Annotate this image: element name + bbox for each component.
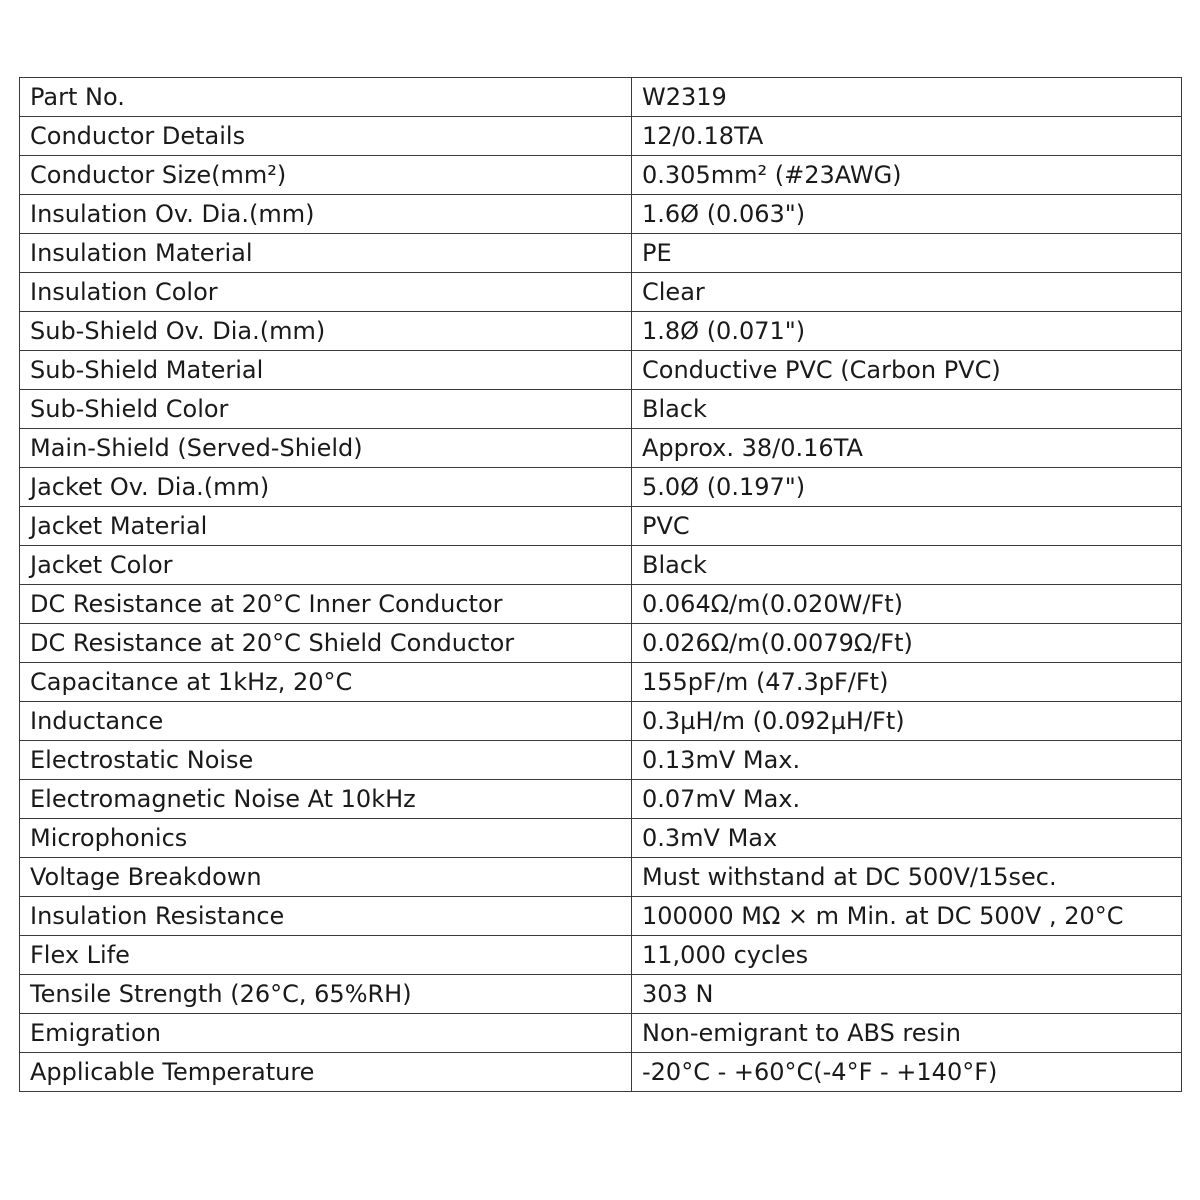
spec-value: Non-emigrant to ABS resin (632, 1014, 1182, 1053)
table-row (20, 858, 1182, 897)
spec-value: Black (632, 390, 1182, 429)
table-row (20, 78, 1182, 117)
spec-label: Applicable Temperature (20, 1053, 632, 1092)
spec-value: 0.13mV Max. (632, 741, 1182, 780)
spec-label: Flex Life (20, 936, 632, 975)
table-row (20, 468, 1182, 507)
spec-label: Conductor Details (20, 117, 632, 156)
spec-label: Electrostatic Noise (20, 741, 632, 780)
spec-table-body (20, 78, 1182, 1092)
table-row (20, 897, 1182, 936)
spec-value: 1.8Ø (0.071") (632, 312, 1182, 351)
table-row (20, 780, 1182, 819)
spec-label: Tensile Strength (26°C, 65%RH) (20, 975, 632, 1014)
spec-value: W2319 (632, 78, 1182, 117)
spec-label: Main-Shield (Served-Shield) (20, 429, 632, 468)
table-row (20, 663, 1182, 702)
spec-label: Jacket Material (20, 507, 632, 546)
spec-table (19, 77, 1182, 1092)
spec-value: 1.6Ø (0.063") (632, 195, 1182, 234)
spec-label: Microphonics (20, 819, 632, 858)
spec-value: Clear (632, 273, 1182, 312)
spec-label: Insulation Material (20, 234, 632, 273)
table-row (20, 546, 1182, 585)
table-row (20, 429, 1182, 468)
table-row (20, 936, 1182, 975)
table-row (20, 819, 1182, 858)
spec-value: 303 N (632, 975, 1182, 1014)
spec-label: Sub-Shield Material (20, 351, 632, 390)
spec-value: 155pF/m (47.3pF/Ft) (632, 663, 1182, 702)
table-row (20, 195, 1182, 234)
table-row (20, 624, 1182, 663)
table-row (20, 507, 1182, 546)
spec-value: PE (632, 234, 1182, 273)
spec-label: Sub-Shield Color (20, 390, 632, 429)
spec-value: 0.305mm² (#23AWG) (632, 156, 1182, 195)
spec-value: PVC (632, 507, 1182, 546)
spec-value: 5.0Ø (0.197") (632, 468, 1182, 507)
spec-value: 0.064Ω/m(0.020W/Ft) (632, 585, 1182, 624)
table-row (20, 156, 1182, 195)
spec-label: Electromagnetic Noise At 10kHz (20, 780, 632, 819)
spec-value: 0.3µH/m (0.092µH/Ft) (632, 702, 1182, 741)
spec-value: 0.07mV Max. (632, 780, 1182, 819)
spec-label: Conductor Size(mm²) (20, 156, 632, 195)
spec-label: DC Resistance at 20°C Shield Conductor (20, 624, 632, 663)
spec-label: Jacket Color (20, 546, 632, 585)
spec-label: Insulation Ov. Dia.(mm) (20, 195, 632, 234)
spec-label: Voltage Breakdown (20, 858, 632, 897)
spec-value: 11,000 cycles (632, 936, 1182, 975)
spec-value: 0.3mV Max (632, 819, 1182, 858)
spec-value: Must withstand at DC 500V/15sec. (632, 858, 1182, 897)
spec-label: Capacitance at 1kHz, 20°C (20, 663, 632, 702)
table-row (20, 741, 1182, 780)
table-row (20, 234, 1182, 273)
spec-label: Insulation Color (20, 273, 632, 312)
table-row (20, 351, 1182, 390)
table-row (20, 390, 1182, 429)
spec-label: Emigration (20, 1014, 632, 1053)
table-row (20, 975, 1182, 1014)
table-row (20, 312, 1182, 351)
spec-value: Black (632, 546, 1182, 585)
spec-label: Sub-Shield Ov. Dia.(mm) (20, 312, 632, 351)
spec-value: Approx. 38/0.16TA (632, 429, 1182, 468)
spec-label: DC Resistance at 20°C Inner Conductor (20, 585, 632, 624)
table-row (20, 117, 1182, 156)
spec-value: 0.026Ω/m(0.0079Ω/Ft) (632, 624, 1182, 663)
table-row (20, 585, 1182, 624)
table-row (20, 273, 1182, 312)
spec-value: -20°C - +60°C(-4°F - +140°F) (632, 1053, 1182, 1092)
table-row (20, 702, 1182, 741)
spec-label: Insulation Resistance (20, 897, 632, 936)
spec-value: 100000 MΩ × m Min. at DC 500V , 20°C (632, 897, 1182, 936)
spec-label: Jacket Ov. Dia.(mm) (20, 468, 632, 507)
spec-label: Part No. (20, 78, 632, 117)
table-row (20, 1014, 1182, 1053)
spec-value: Conductive PVC (Carbon PVC) (632, 351, 1182, 390)
spec-label: Inductance (20, 702, 632, 741)
table-row (20, 1053, 1182, 1092)
spec-value: 12/0.18TA (632, 117, 1182, 156)
